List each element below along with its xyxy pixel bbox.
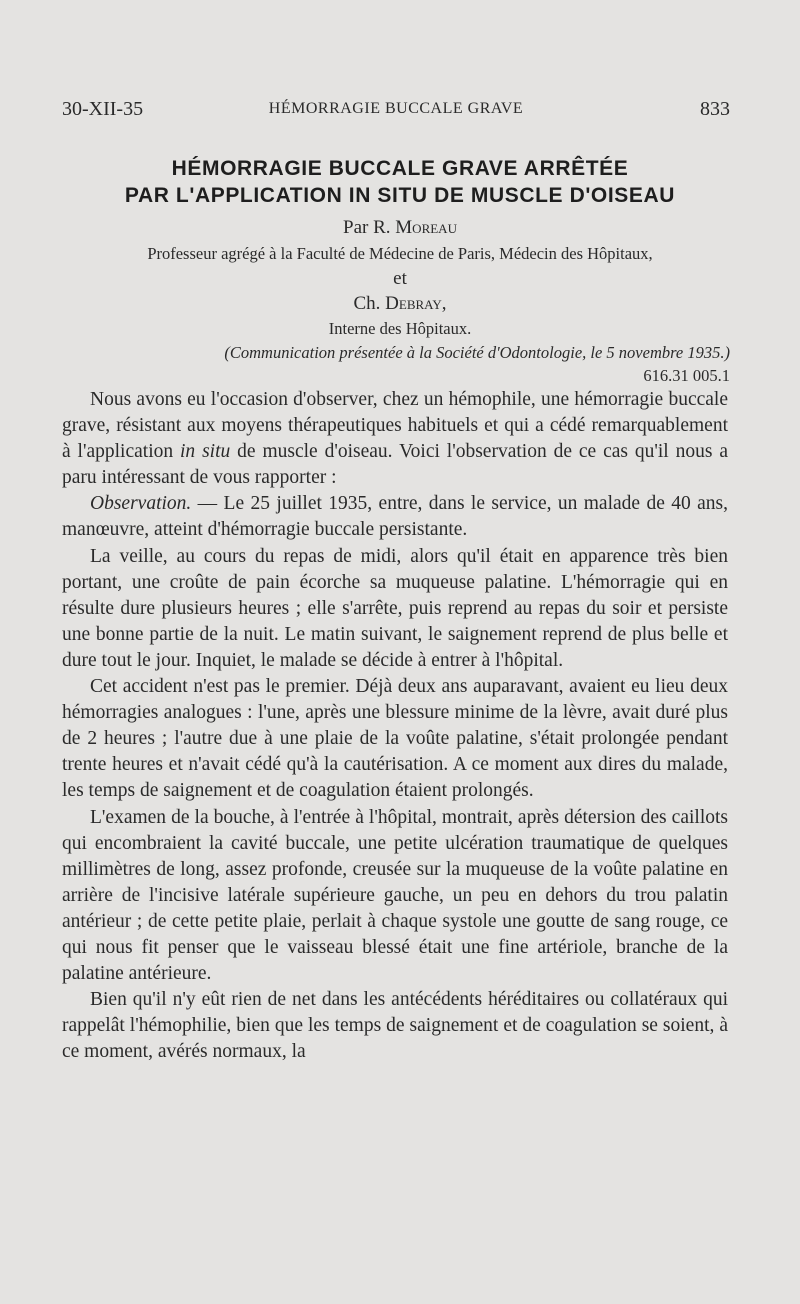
author-1 bbox=[40, 216, 760, 240]
running-title: HÉMORRAGIE BUCCALE GRAVE bbox=[268, 100, 524, 117]
author-1-prefix: Par R. bbox=[343, 217, 391, 238]
author-2 bbox=[40, 292, 760, 316]
page-number: 833 bbox=[700, 98, 730, 120]
author-1-name: Moreau bbox=[395, 217, 457, 238]
author-2-prefix: Ch. bbox=[353, 293, 381, 314]
paragraph-2: Observation. — Le 25 juillet 1935, entre, dans le service, un malade de 40 ans, manœuvre, atteint d'hémorragie buccale persistante. bbox=[62, 493, 728, 541]
paragraph-1: Nous avons eu l'occasion d'observer, chez un hémophile, une hémorragie buccale grave, résistant aux moyens thérapeutiques habituels et qui a cédé remarquablement à l'application in situ de muscle d'oiseau. Voici l'observation de ce cas qu'il nous a paru intéressant de vous rapporter : bbox=[62, 389, 729, 489]
title-line-2: PAR L'APPLICATION IN SITU DE MUSCLE D'OISEAU bbox=[124, 184, 676, 207]
paragraph-3: La veille, au cours du repas de midi, alors qu'il était en apparence très bien portant, une croûte de pain écorche sa muqueuse palatine. L'hémorragie qui en résulte dure plusieurs heures ; elle s'arrête, puis reprend au repas du soir et persiste une bonne partie de la nuit. Le matin suivant, le saignement reprend de plus belle et dure tout le jour. Inquiet, le malade se décide à entrer à l'hôpital. bbox=[62, 545, 728, 671]
author-2-name: Debray, bbox=[385, 293, 447, 314]
paragraph-6: Bien qu'il n'y eût rien de net dans les antécédents héréditaires ou collatéraux qui rappelât l'hémophilie, bien que les temps de saignement et de coagulation se soient, à ce moment, avérés normaux, la bbox=[62, 989, 728, 1063]
paragraph-4: Cet accident n'est pas le premier. Déjà deux ans auparavant, avaient eu lieu deux hémorragies analogues : l'une, après une blessure minime de la lèvre, avait duré plus de 2 heures ; l'autre due à une plaie de la voûte palatine, s'était prolongée pendant trente heures et n'avait cédé qu'à la cautérisation. A ce moment aux dires du malade, les temps de saignement et de coagulation étaient prolongés. bbox=[62, 676, 728, 802]
communication-note: (Communication présentée à la Société d'Odontologie, le 5 novembre 1935.) bbox=[224, 343, 730, 362]
author-1-affiliation: Professeur agrégé à la Faculté de Médecine de Paris, Médecin des Hôpitaux, bbox=[147, 244, 653, 263]
article-title bbox=[40, 155, 760, 209]
issue-date: 30-XII-35 bbox=[62, 98, 144, 120]
author-2-affiliation: Interne des Hôpitaux. bbox=[328, 319, 472, 338]
conjunction: et bbox=[393, 268, 407, 289]
article-body bbox=[62, 387, 728, 1065]
paragraph-5: L'examen de la bouche, à l'entrée à l'hôpital, montrait, après détersion des caillots qui encombraient la cavité buccale, une petite ulcération traumatique de quelques millimètres de long, assez profonde, creusée sur la muqueuse de la voûte palatine en arrière de l'incisive latérale supérieure gauche, un peu en dehors du trou palatin antérieur ; de cette petite plaie, perlait à chaque systole une goutte de sang rouge, ce qui nous fit penser que le vaisseau blessé était une fine artériole, branche de la palatine antérieure. bbox=[62, 806, 728, 985]
classification-code: 616.31 005.1 bbox=[643, 366, 730, 385]
running-head bbox=[62, 98, 730, 128]
title-line-1: HÉMORRAGIE BUCCALE GRAVE ARRÊTÉE bbox=[171, 157, 629, 180]
